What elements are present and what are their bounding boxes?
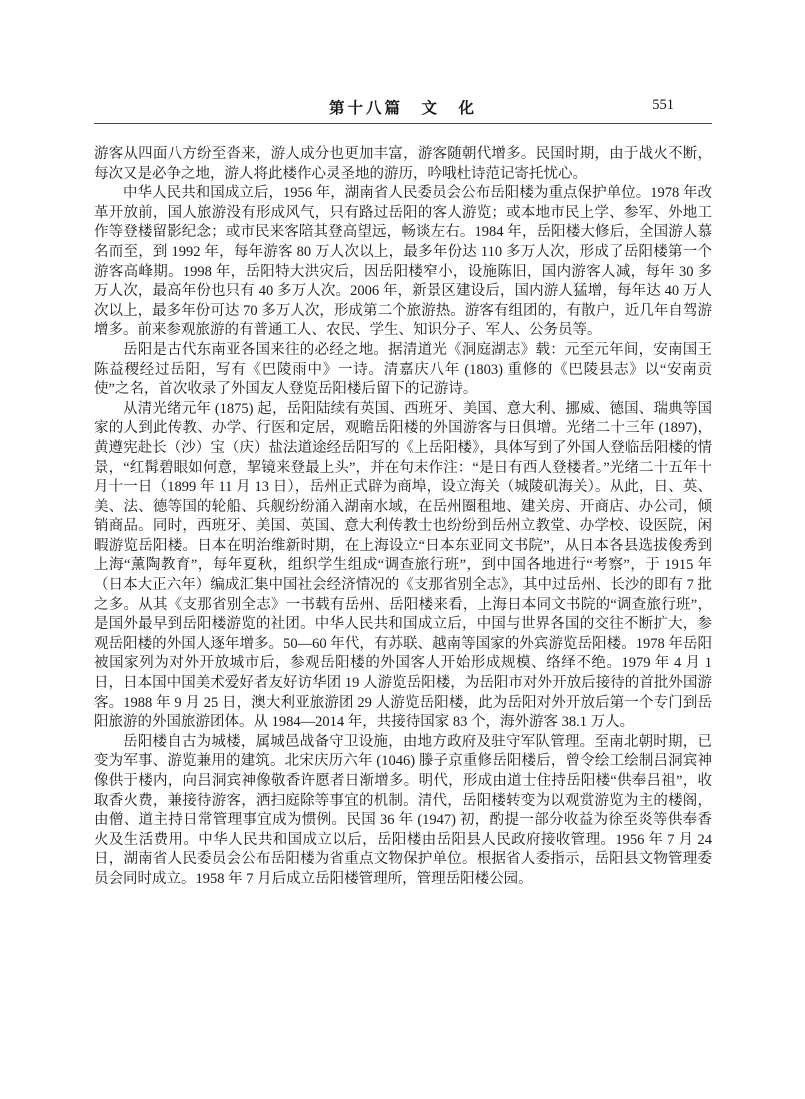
paragraph-1: 游客从四面八方纷至沓来，游人成分也更加丰富，游客随朝代增多。民国时期，由于战火不断，每次又是必争之地，游人将此楼作心灵圣地的游历，吟哦杜诗范记寄托忧心。 <box>94 146 712 182</box>
paragraph-2: 中华人民共和国成立后，1956 年，湖南省人民委员会公布岳阳楼为重点保护单位。1978 年改革开放前，国人旅游没有形成风气，只有路过岳阳的客人游览；或本地市民上学、参军、外地工作等登楼留影纪念；或市民来客陪其登高望远，畅谈左右。1984 年，岳阳楼大修后，全国游人慕名而至，到 1992 年，每年游客 80 万人次以上，最多年份达 110 多万人次，形成了岳阳楼第一个游客高峰期。1998 年，岳阳特大洪灾后，因岳阳楼窄小，设施陈旧，国内游客人减，每年 30 多万人次，最高年份也只有 40 多万人次。2006 年，新景区建设后，国内游人猛增，每年达 40 万人次以上，最多年份可达 70 多万人次，形成第二个旅游热。游客有组团的，有散户，近几年自驾游增多。前来参观旅游的有普通工人、农民、学生、知识分子、军人、公务员等。 <box>94 185 712 339</box>
page-body <box>94 145 712 890</box>
page-header <box>94 96 712 117</box>
paragraph-4: 从清光绪元年 (1875) 起，岳阳陆续有英国、西班牙、美国、意大利、挪威、德国、瑞典等国家的人到此传教、办学、行医和定居，观瞻岳阳楼的外国游客与日俱增。光绪二十三年 (1897)，黄遵宪赴长（沙）宝（庆）盐法道途经岳阳写的《上岳阳楼》，具体写到了外国人登临岳阳楼的情景，“红髯碧眼如何意，挈镜来登最上头”，并在句末作注：“是日有西人登楼者。”光绪二十五年十月十一日（1899 年 11 月 13 日），岳州正式辟为商埠，设立海关（城陵矶海关）。从此，日、英、美、法、德等国的轮船、兵舰纷纷涌入湖南水域，在岳州圈租地、建关房、开商店、办公司，倾销商品。同时，西班牙、美国、英国、意大利传教士也纷纷到岳州立教堂、办学校、设医院，闲暇游览岳阳楼。日本在明治维新时期，在上海设立“日本东亚同文书院”，从日本各县选拔俊秀到上海“薰陶教育”，每年夏秋，组织学生组成“调查旅行班”，到中国各地进行“考察”，于 1915 年（日本大正六年）编成汇集中国社会经济情况的《支那省别全志》，其中过岳州、长沙的即有 7 批之多。从其《支那省别全志》一书载有岳州、岳阳楼来看，上海日本同文书院的“调查旅行班”，是国外最早到岳阳楼游览的社团。中华人民共和国成立后，中国与世界各国的交往不断扩大，参观岳阳楼的外国人逐年增多。50—60 年代，有苏联、越南等国家的外宾游览岳阳楼。1978 年岳阳被国家列为对外开放城市后，参观岳阳楼的外国客人开始形成规模、络绎不绝。1979 年 4 月 1 日，日本国中国美术爱好者友好访华团 19 人游览岳阳楼，为岳阳市对外开放后接待的首批外国游客。1988 年 9 月 25 日，澳大利亚旅游团 29 人游览岳阳楼，此为岳阳对外开放后第一个专门到岳阳旅游的外国旅游团体。从 1984—2014 年，共接待国家 83 个，海外游客 38.1 万人。 <box>94 400 712 731</box>
header-rule <box>94 123 712 124</box>
paragraph-5: 岳阳楼自古为城楼，属城邑战备守卫设施，由地方政府及驻守军队管理。至南北朝时期，已变为军事、游览兼用的建筑。北宋庆历六年 (1046) 滕子京重修岳阳楼后，曾令绘工绘制吕洞宾神像供于楼内，向吕洞宾神像敬香许愿者日渐增多。明代，形成由道士住持岳阳楼“供奉吕祖”，收取香火费，兼接待游客，洒扫庭除等事宜的机制。清代，岳阳楼转变为以观赏游览为主的楼阁，由僧、道主持日常管理事宜成为惯例。民国 36 年 (1947) 初，酌提一部分收益为徐至炎等供奉香火及生活费用。中华人民共和国成立以后，岳阳楼由岳阳县人民政府接收管理。1956 年 7 月 24 日，湖南省人民委员会公布岳阳楼为省重点文物保护单位。根据省人委指示，岳阳县文物管理委员会同时成立。1958 年 7 月后成立岳阳楼管理所，管理岳阳楼公园。 <box>94 733 712 887</box>
text-column <box>94 96 712 890</box>
section-title: 第十八篇 文 化 <box>328 100 477 117</box>
page-number: 551 <box>652 97 674 113</box>
paragraph-3: 岳阳是古代东南亚各国来往的必经之地。据清道光《洞庭湖志》载：元至元年间，安南国王陈益稷经过岳阳，写有《巴陵雨中》一诗。清嘉庆八年 (1803) 重修的《巴陵县志》以“安南贡使”之名，首次收录了外国友人登览岳阳楼后留下的记游诗。 <box>94 341 712 398</box>
